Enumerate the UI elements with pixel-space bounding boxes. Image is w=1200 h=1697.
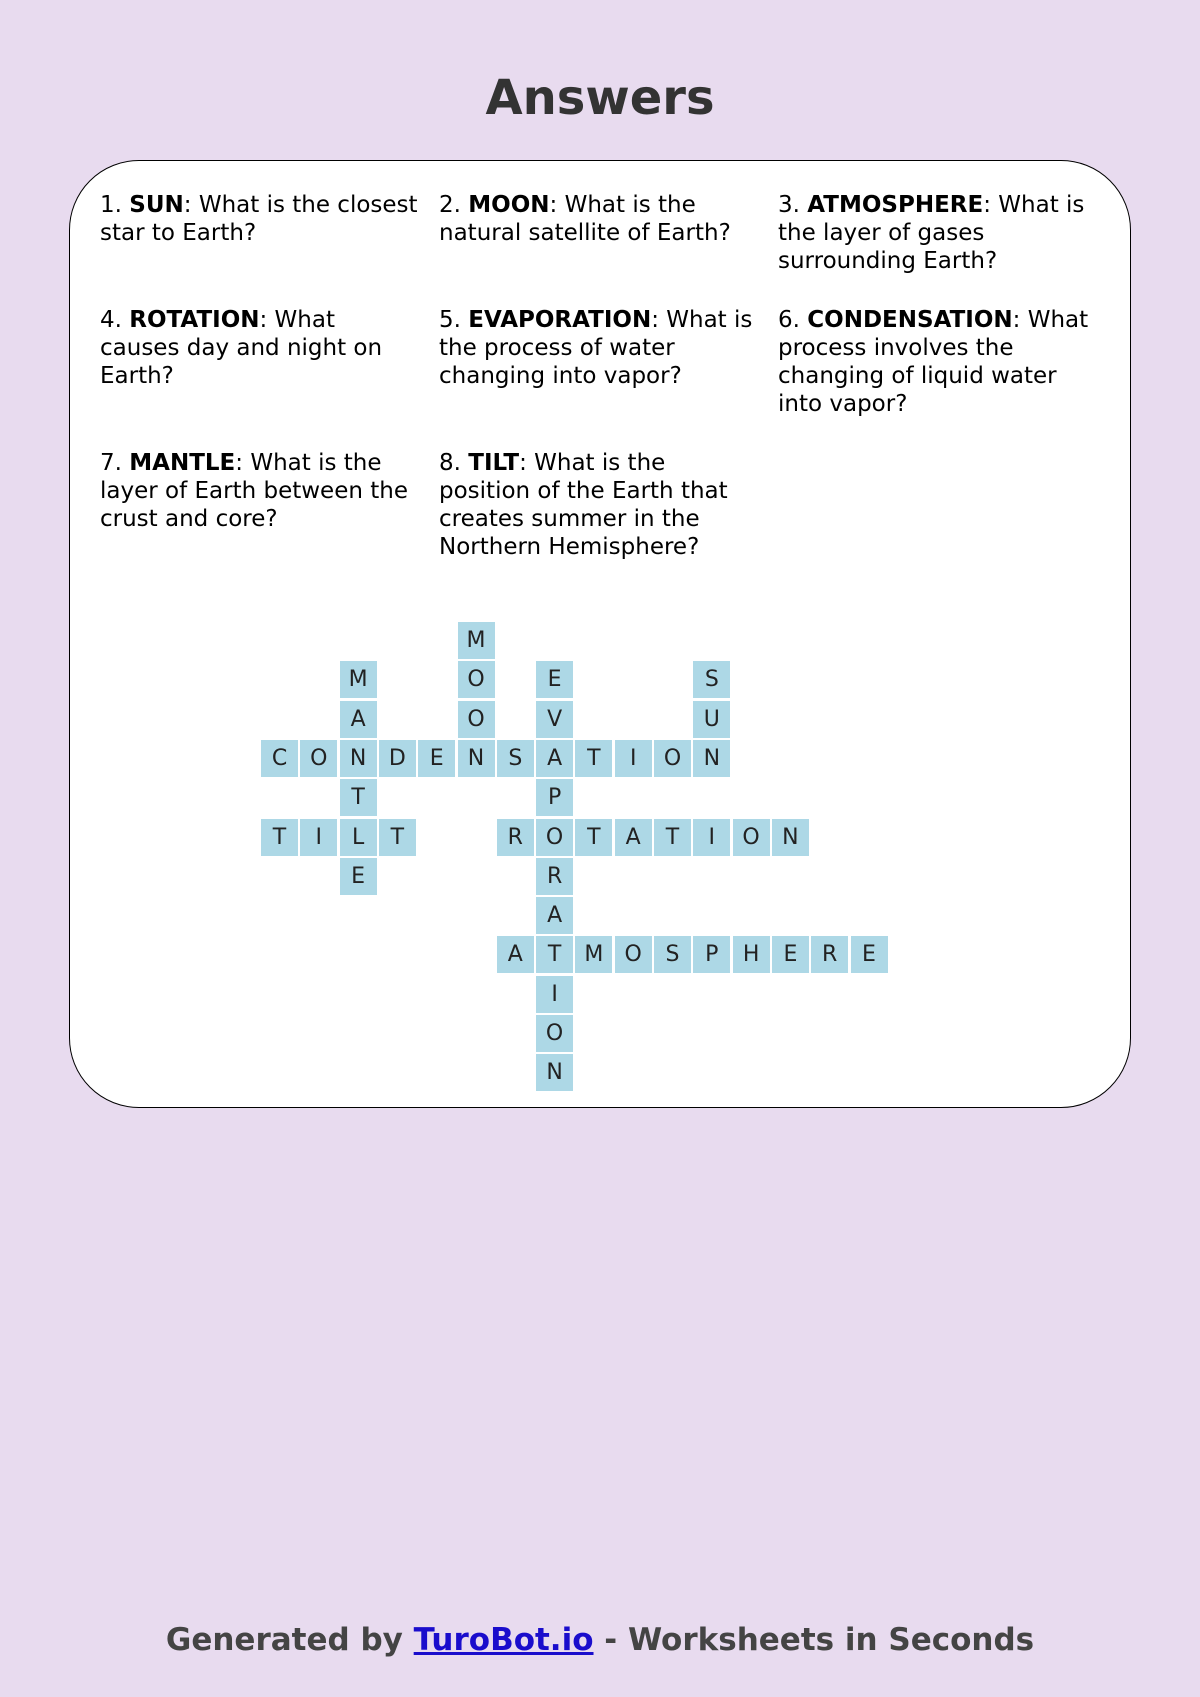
grid-cell: A bbox=[497, 936, 534, 973]
grid-cell: A bbox=[536, 740, 573, 777]
grid-cell: U bbox=[693, 701, 730, 738]
clue-6: 6. CONDENSATION: What process involves the changing of liquid water into vapor? bbox=[778, 307, 1089, 417]
turobot-link[interactable]: TuroBot.io bbox=[413, 1622, 594, 1658]
grid-cell: A bbox=[340, 701, 377, 738]
grid-cell: O bbox=[536, 1015, 573, 1052]
grid-cell: S bbox=[654, 936, 691, 973]
grid-cell: T bbox=[536, 936, 573, 973]
clue-answer: CONDENSATION bbox=[807, 307, 1013, 333]
grid-cell: T bbox=[379, 819, 416, 856]
clue-7: 7. MANTLE: What is the layer of Earth between the crust and core? bbox=[100, 450, 408, 532]
grid-cell: P bbox=[693, 936, 730, 973]
grid-cell: V bbox=[536, 701, 573, 738]
grid-cell: R bbox=[811, 936, 848, 973]
clue-answer: MOON bbox=[468, 192, 550, 218]
clue-answer: ATMOSPHERE bbox=[807, 192, 984, 218]
grid-cell: T bbox=[340, 779, 377, 816]
grid-cell: T bbox=[654, 819, 691, 856]
grid-cell: M bbox=[575, 936, 612, 973]
grid-cell: E bbox=[418, 740, 455, 777]
grid-cell: E bbox=[340, 858, 377, 895]
clue-3: 3. ATMOSPHERE: What is the layer of gases surrounding Earth? bbox=[778, 192, 1085, 274]
clue-4: 4. ROTATION: What causes day and night on Earth? bbox=[100, 307, 383, 389]
grid-cell: E bbox=[772, 936, 809, 973]
grid-cell: O bbox=[654, 740, 691, 777]
grid-cell: M bbox=[340, 661, 377, 698]
grid-cell: S bbox=[497, 740, 534, 777]
grid-cell: T bbox=[575, 740, 612, 777]
grid-cell: S bbox=[693, 661, 730, 698]
footer bbox=[0, 1620, 1200, 1660]
grid-cell: P bbox=[536, 779, 573, 816]
grid-cell: A bbox=[615, 819, 652, 856]
grid-cell: H bbox=[733, 936, 770, 973]
grid-cell: T bbox=[575, 819, 612, 856]
grid-cell: R bbox=[497, 819, 534, 856]
grid-cell: M bbox=[458, 622, 495, 659]
clue-answer: EVAPORATION bbox=[468, 307, 652, 333]
grid-cell: L bbox=[340, 819, 377, 856]
footer-prefix: Generated by bbox=[165, 1622, 414, 1658]
grid-cell: D bbox=[379, 740, 416, 777]
grid-cell: N bbox=[536, 1054, 573, 1091]
clue-answer: ROTATION bbox=[129, 307, 260, 333]
grid-cell: N bbox=[340, 740, 377, 777]
grid-cell: O bbox=[300, 740, 337, 777]
clue-8: 8. TILT: What is the position of the Earth that creates summer in the Northern Hemisphere? bbox=[439, 450, 728, 560]
grid-cell: O bbox=[615, 936, 652, 973]
grid-cell: O bbox=[458, 701, 495, 738]
grid-cell: I bbox=[693, 819, 730, 856]
grid-cell: O bbox=[733, 819, 770, 856]
clue-2: 2. MOON: What is the natural satellite of Earth? bbox=[439, 192, 731, 246]
grid-cell: T bbox=[261, 819, 298, 856]
grid-cell: I bbox=[300, 819, 337, 856]
grid-cell: A bbox=[536, 897, 573, 934]
page-title: Answers bbox=[485, 70, 715, 126]
grid-cell: E bbox=[851, 936, 888, 973]
clue-answer: SUN bbox=[129, 192, 184, 218]
footer-suffix: - Worksheets in Seconds bbox=[593, 1622, 1035, 1658]
clue-5: 5. EVAPORATION: What is the process of water changing into vapor? bbox=[439, 307, 753, 389]
clue-answer: MANTLE bbox=[129, 450, 236, 476]
clue-1: 1. SUN: What is the closest star to Earth? bbox=[100, 192, 418, 246]
grid-cell: I bbox=[536, 976, 573, 1013]
grid-cell: R bbox=[536, 858, 573, 895]
grid-cell: E bbox=[536, 661, 573, 698]
grid-cell: O bbox=[536, 819, 573, 856]
answer-card bbox=[69, 160, 1131, 1108]
grid-cell: I bbox=[615, 740, 652, 777]
grid-cell: N bbox=[772, 819, 809, 856]
grid-cell: C bbox=[261, 740, 298, 777]
grid-cell: N bbox=[693, 740, 730, 777]
clue-answer: TILT bbox=[468, 450, 520, 476]
grid-cell: N bbox=[458, 740, 495, 777]
grid-cell: O bbox=[458, 661, 495, 698]
crossword-grid bbox=[70, 161, 1132, 1109]
